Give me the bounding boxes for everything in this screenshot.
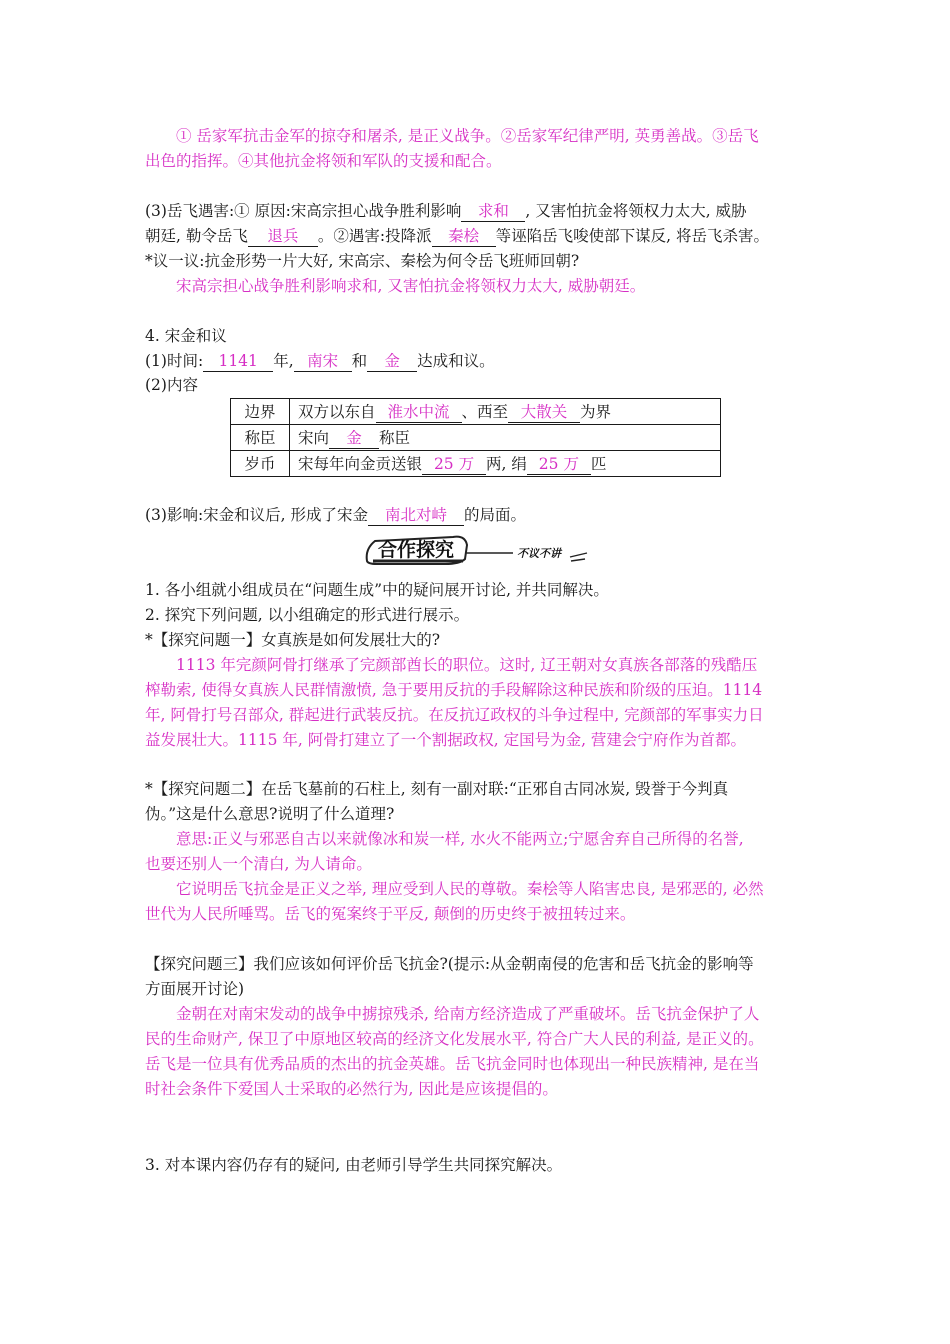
coop-item: 2. 探究下列问题, 以小组确定的形式进行展示。 (145, 606, 470, 624)
question-one: *【探究问题一】女真族是如何发展壮大的? (145, 631, 441, 649)
banner-decoration-icon (365, 531, 590, 567)
answer-line: 意思:正义与邪恶自古以来就像冰和炭一样, 水火不能两立;宁愿舍弃自己所得的名誉, (176, 830, 744, 848)
row-header: 边界 (231, 399, 290, 425)
blank-answer: 秦桧 (432, 226, 496, 247)
blank-answer: 南北对峙 (368, 505, 464, 526)
yuefei-line1: (3)岳飞遇害:① 原因:宋高宗担心战争胜利影响 求和 , 又害怕抗金将领权力太大, 威胁 (145, 202, 747, 220)
question-three: 【探究问题三】我们应该如何评价岳飞抗金?(提示:从金朝南侵的危害和岳飞抗金的影响等 (145, 955, 754, 973)
question-three: 方面展开讨论) (145, 980, 245, 998)
answer-line: 出色的指挥。④其他抗金将领和军队的支援和配合。 (145, 152, 502, 170)
row-content: 宋每年向金贡送银 25 万 两, 绢 25 万 匹 (290, 451, 721, 477)
answer-line: 世代为人民所唾骂。岳飞的冤案终于平反, 颠倒的历史终于被扭转过来。 (145, 905, 636, 923)
answer-line: 时社会条件下爱国人士采取的必然行为, 因此是应该提倡的。 (145, 1080, 558, 1098)
heyi-time: (1)时间: 1141 年, 南宋 和 金 达成和议。 (145, 352, 495, 370)
question-two: *【探究问题二】在岳飞墓前的石柱上, 刻有一副对联:“正邪自古同冰炭, 毁誉于今判真 (145, 780, 729, 798)
blank-answer: 退兵 (248, 226, 318, 247)
coop-item: 3. 对本课内容仍存有的疑问, 由老师引导学生共同探究解决。 (145, 1156, 563, 1174)
answer-line: 益发展壮大。1115 年, 阿骨打建立了一个割据政权, 定国号为金, 营建会宁府作为首都。 (145, 731, 746, 749)
blank-answer: 25 万 (422, 454, 486, 475)
answer-line: ① 岳家军抗击金军的掠夺和屠杀, 是正义战争。②岳家军纪律严明, 英勇善战。③岳飞 (176, 127, 759, 145)
blank-answer: 25 万 (527, 454, 591, 475)
answer-line: 民的生命财产, 保卫了中原地区较高的经济文化发展水平, 符合广大人民的利益, 是正义的。 (145, 1030, 764, 1048)
discuss-question: *议一议:抗金形势一片大好, 宋高宗、秦桧为何令岳飞班师回朝? (145, 252, 580, 270)
blank-answer: 南宋 (294, 351, 352, 372)
question-two: 伪。”这是什么意思?说明了什么道理? (145, 805, 395, 823)
blank-answer: 金 (329, 428, 379, 449)
answer-line: 年, 阿骨打号召部众, 群起进行武装反抗。在反抗辽政权的斗争过程中, 完颜部的军事实力日 (145, 706, 764, 724)
coop-item: 1. 各小组就小组成员在“问题生成”中的疑问展开讨论, 并共同解决。 (145, 581, 609, 599)
blank-answer: 1141 (203, 351, 273, 372)
row-header: 称臣 (231, 425, 290, 451)
section-heading: 4. 宋金和议 (145, 327, 227, 345)
discuss-answer: 宋高宗担心战争胜利影响求和, 又害怕抗金将领权力太大, 威胁朝廷。 (176, 277, 646, 295)
blank-answer: 大散关 (508, 402, 580, 423)
banner-subtitle: 不议不讲 (517, 547, 561, 560)
answer-line: 也要还别人一个清白, 为人请命。 (145, 855, 372, 873)
answer-line: 岳飞是一位具有优秀品质的杰出的抗金英雄。岳飞抗金同时也体现出一种民族精神, 是在当 (145, 1055, 760, 1073)
yuefei-line2: 朝廷, 勒令岳飞 退兵 。②遇害:投降派 秦桧 等诬陷岳飞唆使部下谋反, 将岳飞杀害。 (145, 227, 769, 245)
table-row (231, 399, 721, 425)
answer-line: 榨勒索, 使得女真族人民群情激愤, 急于要用反抗的手段解除这种民族和阶级的压迫。1114 (145, 681, 763, 699)
banner-title: 合作探究 (378, 539, 455, 561)
row-content: 宋向 金 称臣 (290, 425, 721, 451)
content-label: (2)内容 (145, 376, 198, 394)
blank-answer: 金 (367, 351, 417, 372)
row-content: 双方以东自 淮水中流 、西至 大散关 为界 (290, 399, 721, 425)
heyi-effect: (3)影响:宋金和议后, 形成了宋金 南北对峙 的局面。 (145, 506, 527, 524)
peace-terms-table (230, 398, 721, 477)
blank-answer: 淮水中流 (376, 402, 462, 423)
section-banner (365, 531, 590, 567)
table-row (231, 425, 721, 451)
blank-answer: 求和 (461, 201, 525, 222)
table-row (231, 451, 721, 477)
answer-line: 金朝在对南宋发动的战争中掳掠残杀, 给南方经济造成了严重破坏。岳飞抗金保护了人 (176, 1005, 760, 1023)
row-header: 岁币 (231, 451, 290, 477)
answer-line: 1113 年完颜阿骨打继承了完颜部酋长的职位。这时, 辽王朝对女真族各部落的残酷压 (176, 656, 758, 674)
answer-line: 它说明岳飞抗金是正义之举, 理应受到人民的尊敬。秦桧等人陷害忠良, 是邪恶的, 必然 (176, 880, 764, 898)
